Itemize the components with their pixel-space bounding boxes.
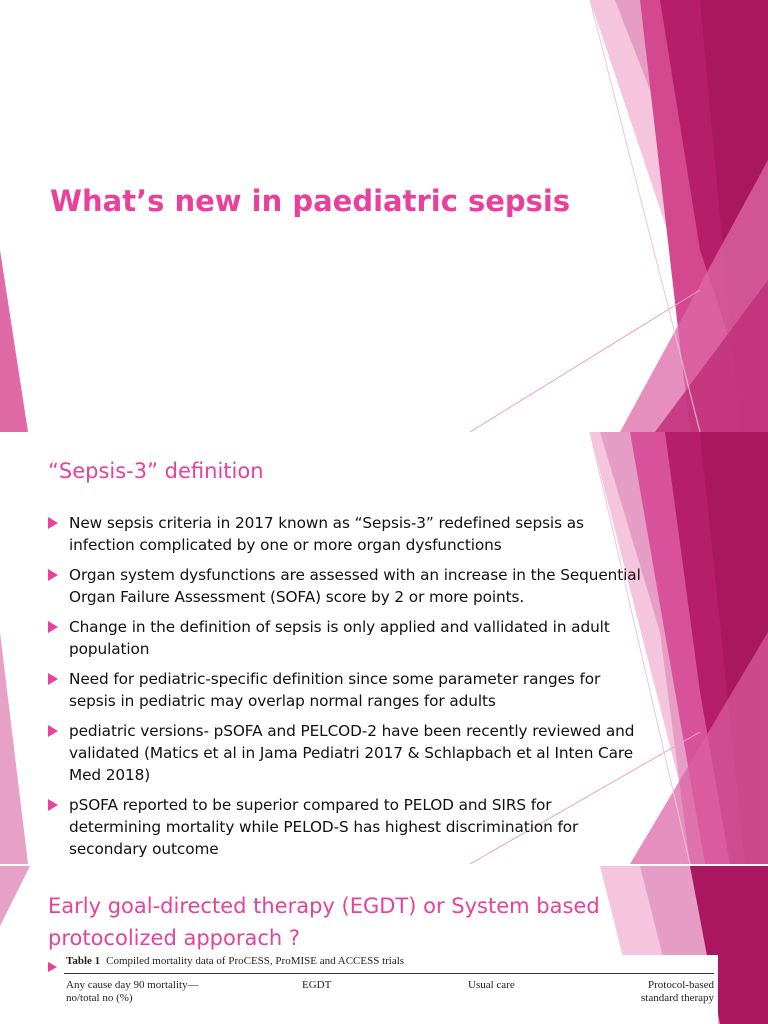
bullet-item — [48, 794, 648, 860]
table-caption-label: Table 1 — [66, 955, 101, 967]
bullet-text: pediatric versions- pSOFA and PELCOD-2 have been recently reviewed and validated (Matics et al in Jama Pediatri 2017 & Schlapbach et al Inten Care Med 2018) — [69, 722, 635, 784]
slide-title-text: Early goal-directed therapy (EGDT) or System based protocolized apporach ? — [48, 894, 600, 950]
slide-title-text: “Sepsis-3” definition — [48, 459, 264, 483]
slide-title-text: What’s new in paediatric sepsis — [50, 184, 571, 218]
bullet-text: pSOFA reported to be superior compared to PELOD and SIRS for determining mortality while PELOD-S has highest discrimination for secondary outcome — [69, 796, 579, 858]
table-caption — [66, 955, 404, 967]
bullet-arrow-icon — [48, 962, 57, 972]
bullet-item — [48, 564, 648, 608]
table-caption-text: Compiled mortality data of ProCESS, ProMISE and ACCESS trials — [106, 955, 405, 967]
table-header-usual-care: Usual care — [468, 979, 515, 991]
table-header-protocol: Protocol-based standard therapy — [641, 979, 714, 1004]
bullet-text: New sepsis criteria in 2017 known as “Sepsis-3” redefined sepsis as infection complicated by one or more organ dysfunctions — [69, 514, 584, 554]
bullet-arrow-icon — [48, 799, 58, 811]
bullet-arrow-icon — [48, 673, 58, 685]
bullet-item — [48, 616, 648, 660]
bullet-arrow-icon — [48, 725, 58, 737]
table-header-mortality: Any cause day 90 mortality— no/total no (%) — [66, 979, 199, 1004]
bullet-arrow-icon — [48, 569, 58, 581]
slide-egdt — [0, 866, 768, 1024]
bullet-list — [48, 512, 648, 864]
bullet-item — [48, 720, 648, 786]
bullet-text: Organ system dysfunctions are assessed with an increase in the Sequential Organ Failure Assessment (SOFA) score by 2 or more points. — [69, 566, 641, 606]
table-header-egdt: EGDT — [302, 979, 332, 991]
slide-sepsis3 — [0, 432, 768, 864]
bullet-item — [48, 512, 648, 556]
slide-title — [0, 0, 768, 432]
bullet-text: Need for pediatric-specific definition since some parameter ranges for sepsis in pediatric may overlap normal ranges for adults — [69, 670, 601, 710]
table-rule — [64, 973, 714, 974]
bullet-arrow-icon — [48, 517, 58, 529]
bullet-item — [48, 668, 648, 712]
bullet-text: Change in the definition of sepsis is only applied and vallidated in adult population — [69, 618, 610, 658]
mortality-table — [60, 955, 718, 1024]
bullet-arrow-icon — [48, 621, 58, 633]
